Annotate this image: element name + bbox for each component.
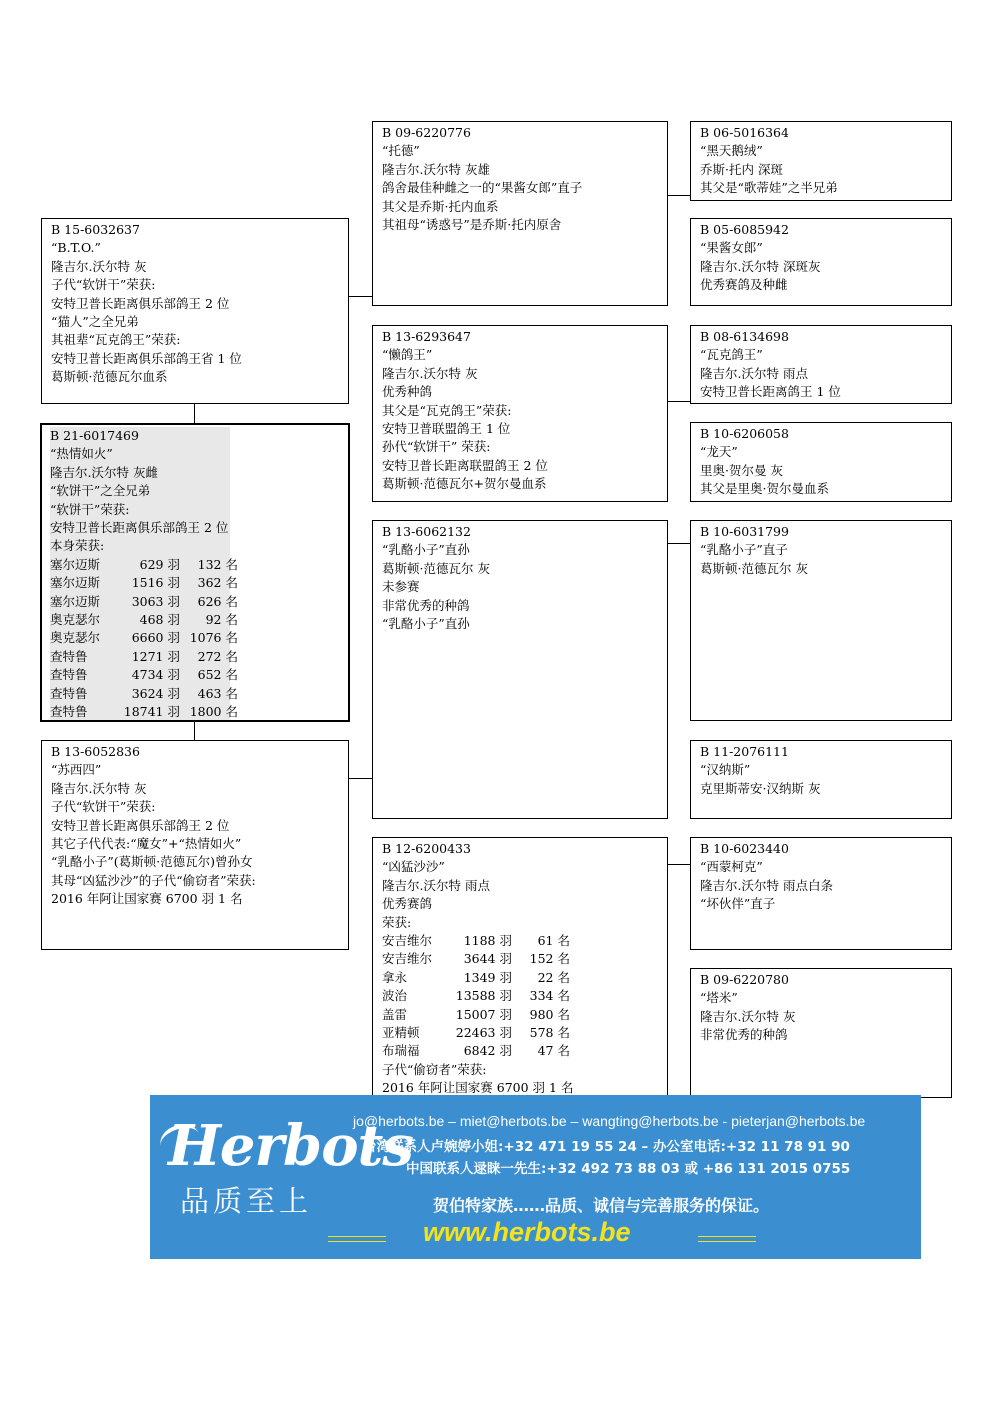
pedigree-line: 安特卫普长距离俱乐部鸽王省 1 位 (51, 350, 242, 366)
pedigree-line: 隆吉尔.沃尔特 灰雄 (382, 161, 490, 177)
pedigree-line: B 13-6052836 (51, 744, 140, 759)
pedigree-box-sire-dam-dam (690, 422, 952, 502)
pedigree-line: 葛斯顿·范德瓦尔 灰 (700, 560, 808, 576)
pedigree-box-sire-dam (372, 325, 668, 502)
divider-left (328, 1236, 386, 1242)
race-location: 塞尔迈斯 (50, 575, 101, 591)
connector (348, 296, 372, 297)
race-location: 波治 (382, 988, 408, 1004)
pedigree-line: “乳酪小子”直孙 (382, 616, 470, 632)
pedigree-line: 葛斯顿·范德瓦尔 灰 (382, 560, 490, 576)
pedigree-box-sire-sire-sire (690, 121, 952, 201)
race-placing: 626 名 (197, 593, 238, 609)
pedigree-line: 隆吉尔.沃尔特 雨点 (700, 365, 808, 381)
pedigree-line: 本身荣获: (50, 537, 230, 555)
contact-emails[interactable]: jo@herbots.be – miet@herbots.be – wangting@herbots.be - pieterjan@herbots.be (353, 1113, 866, 1129)
race-entries: 1516 羽 (131, 575, 180, 591)
pedigree-line: B 09-6220776 (382, 125, 471, 140)
race-result-row (382, 987, 667, 1005)
pedigree-line: “乳酪小子”(葛斯顿·范德瓦尔)曾孙女 (51, 854, 253, 870)
pedigree-line: 其父是乔斯·托内血系 (382, 198, 499, 214)
pedigree-box-dam-dam-dam (690, 968, 952, 1098)
race-location: 亚精顿 (382, 1025, 420, 1041)
connector (667, 543, 690, 544)
pedigree-line: 其父是“瓦克鸽王”荣获: (382, 402, 512, 418)
motto: 贺伯特家族……品质、诚信与完善服务的保证。 (433, 1196, 770, 1215)
race-entries: 1271 羽 (131, 648, 180, 664)
race-placing: 652 名 (197, 667, 238, 683)
pedigree-line: “B.T.O.” (51, 240, 101, 256)
race-result-row (382, 1006, 667, 1024)
pedigree-line: “托德” (382, 143, 420, 159)
divider-right (698, 1236, 756, 1242)
pedigree-line: B 06-5016364 (700, 125, 789, 140)
race-location: 塞尔迈斯 (50, 593, 101, 609)
connector (194, 403, 195, 424)
race-entries: 18741 羽 (123, 704, 180, 720)
website-link[interactable]: www.herbots.be (423, 1217, 631, 1247)
connector (667, 864, 690, 865)
pedigree-line: “果酱女郎” (700, 240, 763, 256)
pedigree-line: “西蒙柯克” (700, 859, 763, 875)
race-placing: 132 名 (197, 556, 238, 572)
pedigree-box-dam-sire-sire (690, 520, 952, 721)
pedigree-line: 2016 年阿让国家赛 6700 羽 1 名 (51, 891, 243, 907)
race-location: 盖雷 (382, 1006, 408, 1022)
pedigree-line: 优秀种鸽 (382, 384, 433, 400)
race-location: 奥克瑟尔 (50, 630, 101, 646)
pedigree-line: “瓦克鸽王” (700, 347, 763, 363)
race-placing: 61 名 (537, 933, 570, 949)
race-entries: 6842 羽 (463, 1043, 512, 1059)
pedigree-line: 隆吉尔.沃尔特 灰 (51, 258, 147, 274)
pedigree-line: 隆吉尔.沃尔特 深斑灰 (700, 258, 821, 274)
race-result-row (50, 611, 238, 629)
pedigree-line: 安特卫普长距离联盟鸽王 2 位 (382, 457, 548, 473)
pedigree-line: 葛斯顿·范德瓦尔+贺尔曼血系 (382, 476, 547, 492)
pedigree-box-subject (40, 423, 350, 722)
pedigree-line: B 08-6134698 (700, 329, 789, 344)
pedigree-line: 安特卫普长距离鸽王 1 位 (700, 384, 841, 400)
connector (348, 778, 372, 779)
pedigree-line: 隆吉尔.沃尔特 雨点 (382, 877, 490, 893)
race-placing: 1076 名 (189, 630, 238, 646)
pedigree-line: 乔斯·托内 深斑 (700, 161, 783, 177)
pedigree-line: 其父是里奥·贺尔曼血系 (700, 481, 829, 497)
pedigree-line: 隆吉尔.沃尔特 灰 (700, 1008, 796, 1024)
race-entries: 1349 羽 (463, 969, 512, 985)
pedigree-line: 其祖母“诱惑号”是乔斯·托内原舍 (382, 217, 562, 233)
race-result-row (50, 666, 238, 684)
slogan: 品质至上 (180, 1184, 313, 1218)
pedigree-line: B 05-6085942 (700, 222, 789, 237)
race-result-row (50, 685, 238, 703)
pedigree-line: 未参赛 (382, 579, 420, 595)
race-entries: 15007 羽 (455, 1006, 512, 1022)
pedigree-line: 安特卫普长距离俱乐部鸽王 2 位 (50, 519, 230, 537)
pedigree-line: “乳酪小子”直子 (700, 542, 788, 558)
race-placing: 578 名 (529, 1025, 570, 1041)
pedigree-line: 安特卫普联盟鸽王 1 位 (382, 421, 511, 437)
race-location: 布瑞福 (382, 1043, 420, 1059)
pedigree-line: 隆吉尔.沃尔特 灰 (382, 365, 478, 381)
race-result-row (50, 593, 238, 611)
pedigree-box-sire-dam-sire (690, 325, 952, 404)
pedigree-line: “汉纳斯” (700, 762, 751, 778)
race-entries: 22463 羽 (455, 1025, 512, 1041)
china-contact: 中国联系人逯睐一先生:+32 492 73 88 03 或 +86 131 2015 0755 (406, 1161, 851, 1177)
pedigree-line: 隆吉尔.沃尔特 雨点白条 (700, 877, 833, 893)
pedigree-line: “坏伙伴”直子 (700, 896, 776, 912)
pedigree-box-sire-sire-dam (690, 218, 952, 306)
pedigree-line: B 13-6293647 (382, 329, 471, 344)
pedigree-box-sire-sire (372, 121, 668, 306)
pedigree-line: 荣获: (382, 914, 412, 930)
race-entries: 13588 羽 (455, 988, 512, 1004)
race-location: 查特鲁 (50, 685, 88, 701)
race-entries: 6660 羽 (131, 630, 180, 646)
pedigree-line: 克里斯蒂安·汉纳斯 灰 (700, 780, 821, 796)
pedigree-line: 优秀赛鸽及种雌 (700, 277, 788, 293)
pedigree-line: “软饼干”荣获: (50, 501, 230, 519)
pedigree-line: B 09-6220780 (700, 972, 789, 987)
race-location: 奥克瑟尔 (50, 612, 101, 628)
pedigree-line: 子代“偷窃者”荣获: (382, 1061, 487, 1077)
pedigree-box-dam-sire (372, 520, 668, 819)
pedigree-line: 孙代“软饼干” 荣获: (382, 439, 491, 455)
race-entries: 4734 羽 (131, 667, 180, 683)
race-placing: 1800 名 (189, 704, 238, 720)
race-entries: 629 羽 (139, 556, 180, 572)
race-result-row (50, 648, 238, 666)
race-location: 塞尔迈斯 (50, 556, 101, 572)
race-entries: 1188 羽 (463, 933, 512, 949)
race-entries: 3624 羽 (131, 685, 180, 701)
race-entries: 468 羽 (139, 612, 180, 628)
race-result-row (382, 1024, 667, 1042)
pedigree-line: 隆吉尔.沃尔特 灰雌 (50, 464, 230, 482)
pedigree-line: 非常优秀的种鸽 (700, 1027, 788, 1043)
connector (194, 720, 195, 740)
race-placing: 152 名 (529, 951, 570, 967)
race-placing: 272 名 (197, 648, 238, 664)
pedigree-line: “懒鸽王” (382, 347, 433, 363)
race-result-row (50, 556, 238, 574)
pedigree-line: “乳酪小子”直孙 (382, 542, 470, 558)
race-location: 查特鲁 (50, 667, 88, 683)
pedigree-line: “软饼干”之全兄弟 (50, 482, 230, 500)
pedigree-line: 非常优秀的种鸽 (382, 597, 470, 613)
race-result-row (50, 703, 238, 721)
pedigree-box-dam-sire-dam (690, 740, 952, 819)
pedigree-line: 其父是“歌蒂娃”之半兄弟 (700, 180, 838, 196)
pedigree-line: 2016 年阿让国家赛 6700 羽 1 名 (382, 1080, 574, 1096)
race-location: 安吉维尔 (382, 933, 433, 949)
pedigree-line: 其它子代代表:“魔女”+“热情如火” (51, 836, 242, 852)
pedigree-line: 子代“软饼干”荣获: (51, 799, 156, 815)
pedigree-box-dam-dam (372, 837, 668, 1098)
pedigree-line: 葛斯顿·范德瓦尔血系 (51, 369, 168, 385)
pedigree-box-dam (41, 740, 349, 950)
pedigree-line: 里奥·贺尔曼 灰 (700, 462, 783, 478)
taiwan-contact: 台湾联系人卢婉婷小姐:+32 471 19 55 24 – 办公室电话:+32 11 78 91 90 (363, 1139, 850, 1155)
race-location: 安吉维尔 (382, 951, 433, 967)
pedigree-line: 优秀赛鸽 (382, 896, 433, 912)
pedigree-line: B 10-6023440 (700, 841, 789, 856)
race-location: 拿永 (382, 969, 408, 985)
race-result-row (50, 574, 238, 592)
pedigree-line: “猫人”之全兄弟 (51, 314, 139, 330)
pedigree-line: “热情如火” (50, 445, 230, 463)
pedigree-line: B 12-6200433 (382, 841, 471, 856)
pedigree-line: “苏西四” (51, 762, 102, 778)
race-entries: 3644 羽 (463, 951, 512, 967)
pedigree-line: B 15-6032637 (51, 222, 140, 237)
pedigree-line: B 13-6062132 (382, 524, 471, 539)
race-placing: 463 名 (197, 685, 238, 701)
race-result-row (50, 629, 238, 647)
race-placing: 47 名 (537, 1043, 570, 1059)
race-placing: 92 名 (205, 612, 238, 628)
race-result-row (382, 932, 667, 950)
race-result-row (382, 969, 667, 987)
pedigree-line: “黑天鹅绒” (700, 143, 763, 159)
pedigree-line: B 10-6031799 (700, 524, 789, 539)
herbots-banner (150, 1095, 921, 1259)
pedigree-line: 其母“凶猛沙沙”的子代“偷窃者”荣获: (51, 872, 256, 888)
pedigree-line: 其祖辈“瓦克鸽王”荣获: (51, 332, 181, 348)
pedigree-line: “塔米” (700, 990, 738, 1006)
pedigree-line: 安特卫普长距离俱乐部鸽王 2 位 (51, 295, 230, 311)
pedigree-box-sire (41, 218, 349, 404)
race-placing: 362 名 (197, 575, 238, 591)
pedigree-line: “龙天” (700, 444, 738, 460)
race-entries: 3063 羽 (131, 593, 180, 609)
race-result-row (382, 1042, 667, 1060)
connector (667, 195, 690, 196)
pedigree-line: 隆吉尔.沃尔特 灰 (51, 780, 147, 796)
race-placing: 334 名 (529, 988, 570, 1004)
pedigree-line: “凶猛沙沙” (382, 859, 445, 875)
pedigree-line: 子代“软饼干”荣获: (51, 277, 156, 293)
pedigree-line: B 21-6017469 (50, 427, 230, 445)
race-result-row (382, 950, 667, 968)
pedigree-line: B 11-2076111 (700, 744, 789, 759)
pedigree-line: 鸽舍最佳种雌之一的“果酱女郎”直子 (382, 180, 583, 196)
herbots-logo: Herbots (168, 1113, 413, 1179)
race-placing: 22 名 (537, 969, 570, 985)
pedigree-line: B 10-6206058 (700, 426, 789, 441)
race-location: 查特鲁 (50, 704, 88, 720)
race-location: 查特鲁 (50, 648, 88, 664)
pedigree-line: 安特卫普长距离俱乐部鸽王 2 位 (51, 817, 230, 833)
connector (667, 401, 690, 402)
race-placing: 980 名 (529, 1006, 570, 1022)
pedigree-box-dam-dam-sire (690, 837, 952, 950)
